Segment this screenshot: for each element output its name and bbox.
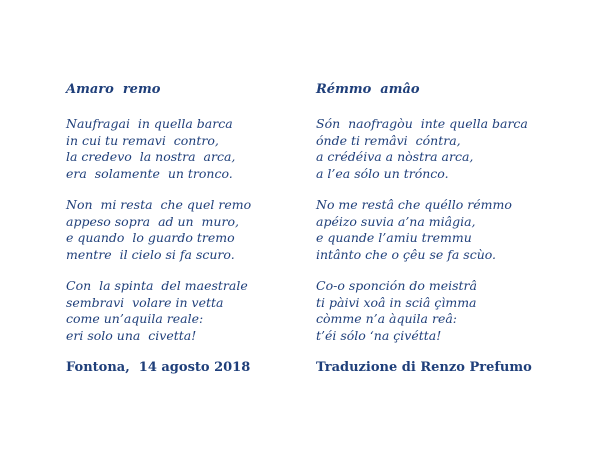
verse-line: còmme n’a àquila reâ:: [316, 311, 458, 326]
original-poem: [66, 81, 326, 376]
verse-line: apéizo suvia a’na miâgia,: [316, 213, 476, 229]
verse-line: t’éi sólo ‘na çivétta!: [316, 327, 442, 343]
stanza-3: [66, 278, 326, 344]
verse-line: ónde ti remâvi cóntra,: [316, 132, 461, 148]
verse-line: Co-o sponción do meistrâ: [316, 278, 477, 293]
poem-title: Amaro remo: [66, 82, 161, 97]
stanza-2: [66, 197, 326, 263]
place-date: Fontona, 14 agosto 2018: [66, 360, 251, 375]
verse-line: e quande l’amiu tremmu: [316, 230, 472, 245]
translator-credit: Traduzione di Renzo Prefumo: [316, 360, 532, 375]
stanza-1: [316, 116, 576, 182]
poem-title: Rémmo amâo: [316, 82, 420, 97]
verse-line: Non mi resta che quel remo: [66, 197, 252, 212]
verse-line: eri solo una civetta!: [66, 327, 197, 343]
verse-line: a crédéiva a nòstra arca,: [316, 149, 474, 164]
verse-line: ti pàivi xoâ in sciâ çìmma: [316, 294, 477, 310]
verse-line: a l’ea sólo un trónco.: [316, 165, 449, 181]
stanza-3: [316, 278, 576, 344]
verse-line: come un’aquila reale:: [66, 311, 204, 326]
verse-line: mentre il cielo si fa scuro.: [66, 246, 235, 262]
translated-poem: [316, 81, 576, 376]
verse-line: intânto che o çêu se fa scùo.: [316, 246, 497, 262]
verse-line: appeso sopra ad un muro,: [66, 213, 239, 229]
verse-line: Con la spinta del maestrale: [66, 278, 248, 293]
verse-line: in cui tu remavi contro,: [66, 132, 219, 148]
verse-line: Naufragai in quella barca: [66, 116, 233, 131]
stanza-2: [316, 197, 576, 263]
verse-line: la credevo la nostra arca,: [66, 149, 236, 164]
stanza-1: [66, 116, 326, 182]
verse-line: era solamente un tronco.: [66, 165, 233, 181]
verse-line: e quando lo guardo tremo: [66, 230, 235, 245]
verse-line: sembravi volare in vetta: [66, 294, 224, 310]
verse-line: Són naofragòu inte quella barca: [316, 116, 528, 131]
verse-line: No me restâ che quéllo rémmo: [316, 197, 512, 212]
